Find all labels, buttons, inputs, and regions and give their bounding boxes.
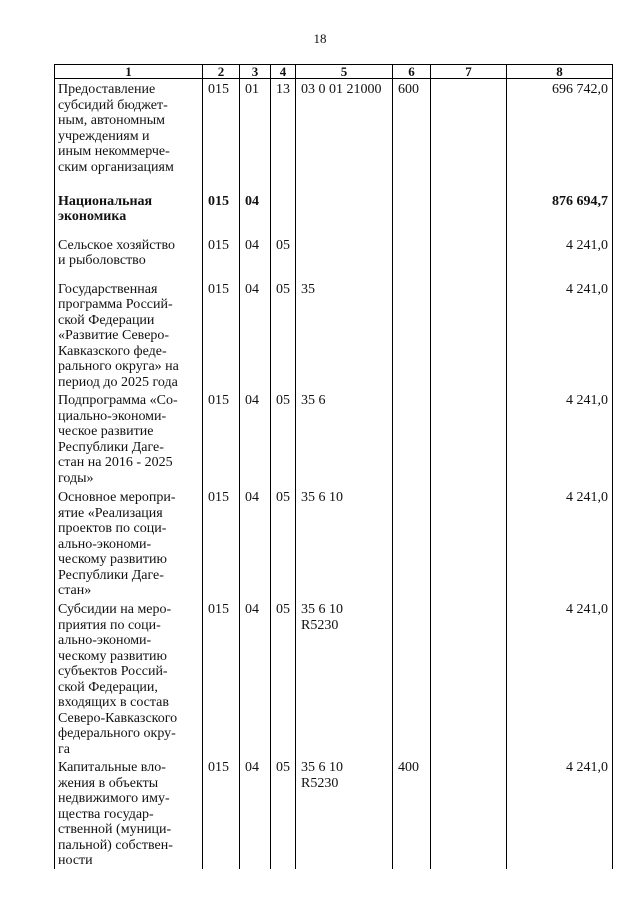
expense-type-cell <box>393 191 431 235</box>
section-code-cell: 01 <box>240 79 271 191</box>
page-number: 18 <box>313 31 327 46</box>
section-code-cell: 04 <box>240 757 271 869</box>
row-name-line: га <box>58 741 70 757</box>
target-article-line: R5230 <box>301 617 339 633</box>
row-name-cell <box>55 235 203 279</box>
row-name-cell <box>55 191 203 235</box>
table-row <box>55 79 613 191</box>
column-header-6: 6 <box>393 65 431 79</box>
column-7-cell <box>431 279 507 391</box>
table-row <box>55 235 613 279</box>
row-name-line: субъектов Россий- <box>58 664 168 679</box>
row-name-line: Государственная <box>58 281 158 297</box>
amount-cell: 4 241,0 <box>507 599 613 757</box>
table-row <box>55 599 613 757</box>
target-article-line: R5230 <box>301 775 339 791</box>
column-header-2: 2 <box>203 65 240 79</box>
budget-table <box>54 64 613 869</box>
row-name-line: приятия по соци- <box>58 617 161 633</box>
subsection-code-cell: 05 <box>271 599 296 757</box>
ministry-code-cell: 015 <box>203 487 240 599</box>
expense-type-cell <box>393 235 431 279</box>
section-code-cell: 04 <box>240 390 271 487</box>
ministry-code-cell: 015 <box>203 757 240 869</box>
row-name-line: ятие «Реализация <box>58 505 163 521</box>
row-name-line: проектов по соци- <box>58 521 167 536</box>
column-header-1: 1 <box>55 65 203 79</box>
row-name-line: субсидий бюджет- <box>58 97 168 113</box>
amount-cell: 4 241,0 <box>507 487 613 599</box>
row-name-cell <box>55 279 203 391</box>
amount-cell: 4 241,0 <box>507 390 613 487</box>
table-row <box>55 487 613 599</box>
row-name-line: недвижимого иму- <box>58 791 170 806</box>
row-name-line: Республики Даге- <box>58 439 164 455</box>
subsection-code-cell <box>271 191 296 235</box>
expense-type-cell <box>393 599 431 757</box>
ministry-code-cell: 015 <box>203 191 240 235</box>
row-name-line: ным, автономным <box>58 113 166 128</box>
table-row <box>55 279 613 391</box>
target-article-line: 35 6 10 <box>301 760 343 775</box>
row-name-line: щества государ- <box>58 806 154 822</box>
amount-cell: 696 742,0 <box>507 79 613 191</box>
row-name-line: ности <box>58 853 93 868</box>
row-name-cell <box>55 599 203 757</box>
expense-type-cell <box>393 279 431 391</box>
target-article-line: 03 0 01 21000 <box>301 82 382 97</box>
row-name-line: входящих в состав <box>58 695 170 710</box>
row-name-line: экономика <box>58 209 127 224</box>
expense-type-cell: 400 <box>393 757 431 869</box>
target-article-line: 35 6 10 <box>301 602 343 617</box>
expense-type-cell: 600 <box>393 79 431 191</box>
row-name-line: ческому развитию <box>58 648 167 664</box>
row-name-line: циально-экономи- <box>58 408 167 424</box>
header-row <box>55 65 613 79</box>
row-name-line: ческое развитие <box>58 424 154 439</box>
column-7-cell <box>431 235 507 279</box>
target-article-cell <box>296 279 393 391</box>
target-article-cell <box>296 191 393 235</box>
target-article-cell <box>296 757 393 869</box>
row-name-line: Субсидии на меро- <box>58 602 172 617</box>
subsection-code-cell: 05 <box>271 757 296 869</box>
ministry-code-cell: 015 <box>203 279 240 391</box>
column-7-cell <box>431 79 507 191</box>
subsection-code-cell: 13 <box>271 79 296 191</box>
row-name-line: Подпрограмма «Со- <box>58 393 178 408</box>
section-code-cell: 04 <box>240 487 271 599</box>
column-header-4: 4 <box>271 65 296 79</box>
table-row <box>55 390 613 487</box>
column-7-cell <box>431 191 507 235</box>
target-article-line: 35 6 10 <box>301 490 343 505</box>
row-name-line: Капитальные вло- <box>58 760 166 775</box>
row-name-line: федерального окру- <box>58 726 176 741</box>
subsection-code-cell: 05 <box>271 279 296 391</box>
row-name-line: Предоставление <box>58 82 156 97</box>
column-header-8: 8 <box>507 65 613 79</box>
target-article-line: 35 <box>301 281 315 297</box>
row-name-line: Северо-Кавказского <box>58 710 178 726</box>
row-name-line: период до 2025 года <box>58 374 178 390</box>
row-name-line: Основное меропри- <box>58 490 176 505</box>
amount-cell: 4 241,0 <box>507 279 613 391</box>
subsection-code-cell: 05 <box>271 487 296 599</box>
section-code-cell: 04 <box>240 235 271 279</box>
column-7-cell <box>431 390 507 487</box>
row-name-line: ским организациям <box>58 159 174 175</box>
column-header-3: 3 <box>240 65 271 79</box>
row-name-line: иным некоммерче- <box>58 144 170 159</box>
column-header-7: 7 <box>431 65 507 79</box>
ministry-code-cell: 015 <box>203 235 240 279</box>
column-7-cell <box>431 487 507 599</box>
amount-cell: 876 694,7 <box>507 191 613 235</box>
amount-cell: 4 241,0 <box>507 235 613 279</box>
column-header-5: 5 <box>296 65 393 79</box>
row-name-line: ственной (муници- <box>58 822 172 837</box>
ministry-code-cell: 015 <box>203 79 240 191</box>
target-article-cell <box>296 599 393 757</box>
section-code-cell: 04 <box>240 191 271 235</box>
target-article-cell <box>296 390 393 487</box>
row-name-line: стан» <box>58 583 92 598</box>
row-name-line: Национальная <box>58 193 153 209</box>
row-name-line: годы» <box>58 470 94 486</box>
row-name-line: «Развитие Северо- <box>58 328 170 343</box>
row-name-line: учреждениям и <box>58 128 150 144</box>
table-body <box>55 79 613 869</box>
ministry-code-cell: 015 <box>203 390 240 487</box>
row-name-cell <box>55 390 203 487</box>
row-name-line: программа Россий- <box>58 297 173 312</box>
section-code-cell: 04 <box>240 279 271 391</box>
target-article-cell <box>296 487 393 599</box>
row-name-line: пальной) собствен- <box>58 837 173 853</box>
row-name-line: стан на 2016 - 2025 <box>58 455 173 470</box>
row-name-line: Сельское хозяйство <box>58 237 176 253</box>
target-article-line: 35 6 <box>301 393 326 408</box>
row-name-line: Кавказского феде- <box>58 343 167 359</box>
row-name-line: и рыболовство <box>58 253 146 268</box>
column-7-cell <box>431 757 507 869</box>
row-name-line: жения в объекты <box>58 775 159 791</box>
target-article-cell <box>296 235 393 279</box>
row-name-cell <box>55 757 203 869</box>
row-name-line: ской Федерации <box>58 312 155 328</box>
row-name-line: ально-экономи- <box>58 536 152 552</box>
row-name-cell <box>55 79 203 191</box>
subsection-code-cell: 05 <box>271 235 296 279</box>
column-7-cell <box>431 599 507 757</box>
row-name-line: ально-экономи- <box>58 633 152 648</box>
expense-type-cell <box>393 390 431 487</box>
expense-type-cell <box>393 487 431 599</box>
row-name-line: ской Федерации, <box>58 679 158 695</box>
row-name-line: рального округа» на <box>58 359 179 374</box>
table-row <box>55 757 613 869</box>
row-name-cell <box>55 487 203 599</box>
section-code-cell: 04 <box>240 599 271 757</box>
ministry-code-cell: 015 <box>203 599 240 757</box>
table-row <box>55 191 613 235</box>
row-name-line: Республики Даге- <box>58 567 164 583</box>
subsection-code-cell: 05 <box>271 390 296 487</box>
amount-cell: 4 241,0 <box>507 757 613 869</box>
target-article-cell <box>296 79 393 191</box>
row-name-line: ческому развитию <box>58 552 167 567</box>
